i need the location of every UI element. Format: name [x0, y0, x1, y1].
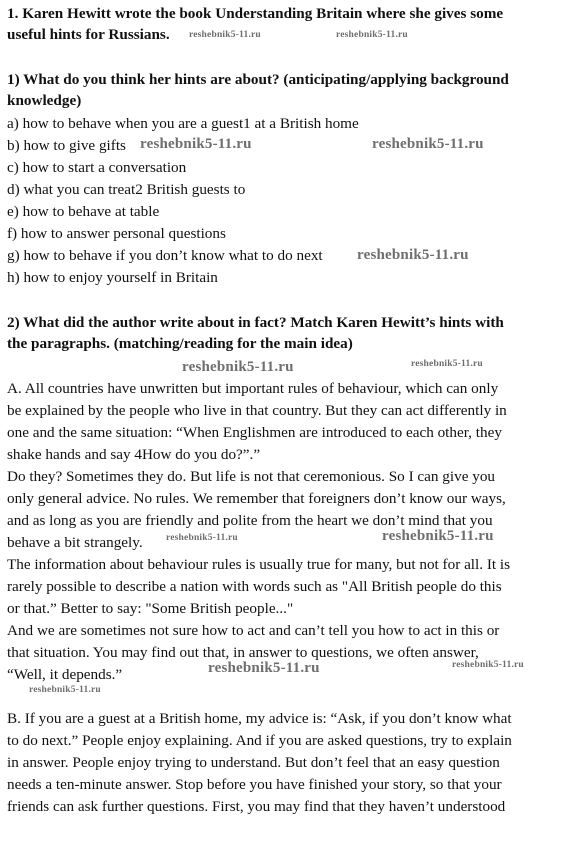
text-line: Do they? Sometimes they do. But life is not that ceremonious. So I can give you	[7, 468, 496, 485]
watermark: reshebnik5-11.ru	[357, 247, 469, 263]
watermark: reshebnik5-11.ru	[208, 660, 320, 676]
text-line: A. All countries have unwritten but important rules of behaviour, which can only	[7, 380, 499, 397]
watermark: reshebnik5-11.ru	[189, 30, 261, 40]
watermark: reshebnik5-11.ru	[29, 685, 101, 695]
text-line: one and the same situation: “When Englishmen are introduced to each other, they	[7, 424, 502, 441]
heading-line: knowledge)	[7, 92, 82, 109]
text-line: shake hands and say 4How do you do?”.”	[7, 446, 261, 463]
text-line: h) how to enjoy yourself in Britain	[7, 269, 218, 286]
text-line: c) how to start a conversation	[7, 159, 187, 176]
text-line: to do next.” People enjoy explaining. And if you are asked questions, try to explain	[7, 732, 512, 749]
heading-line: the paragraphs. (matching/reading for the main idea)	[7, 335, 353, 352]
text-line: The information about behaviour rules is usually true for many, but not for all. It is	[7, 556, 511, 573]
watermark: reshebnik5-11.ru	[382, 528, 494, 544]
text-line: and as long as you are friendly and polite from the heart we don’t mind that you	[7, 512, 493, 529]
watermark: reshebnik5-11.ru	[411, 359, 483, 369]
text-line: g) how to behave if you don’t know what to do next	[7, 247, 323, 264]
text-line: or that.” Better to say: "Some British people..."	[7, 600, 294, 617]
heading-line: 2) What did the author write about in fact? Match Karen Hewitt’s hints with	[7, 314, 504, 331]
watermark: reshebnik5-11.ru	[182, 359, 294, 375]
text-line: friends can ask further questions. First, you may find that they haven’t understood	[7, 798, 506, 815]
text-line: that situation. You may find out that, in answer to questions, we often answer,	[7, 644, 479, 661]
text-line: rarely possible to describe a nation with words such as "All British people do this	[7, 578, 502, 595]
text-line: B. If you are a guest at a British home, my advice is: “Ask, if you don’t know what	[7, 710, 512, 727]
watermark: reshebnik5-11.ru	[336, 30, 408, 40]
text-line: And we are sometimes not sure how to act and can’t tell you how to act in this or	[7, 622, 500, 639]
text-line: e) how to behave at table	[7, 203, 160, 220]
text-line: a) how to behave when you are a guest1 at a British home	[7, 115, 359, 132]
text-line: only general advice. No rules. We remember that foreigners don’t know our ways,	[7, 490, 506, 507]
text-line: be explained by the people who live in that country. But they can act differently in	[7, 402, 507, 419]
text-line: needs a ten-minute answer. Stop before you have finished your story, so that your	[7, 776, 502, 793]
heading-line: useful hints for Russians.	[7, 26, 170, 43]
watermark: reshebnik5-11.ru	[452, 660, 524, 670]
text-line: b) how to give gifts	[7, 137, 126, 154]
text-line: “Well, it depends.”	[7, 666, 123, 683]
text-line: in answer. People enjoy trying to understand. But don’t feel that an easy question	[7, 754, 500, 771]
watermark: reshebnik5-11.ru	[166, 533, 238, 543]
heading-line: 1. Karen Hewitt wrote the book Understanding Britain where she gives some	[7, 5, 504, 22]
text-line: d) what you can treat2 British guests to	[7, 181, 246, 198]
text-line: behave a bit strangely.	[7, 534, 143, 551]
watermark: reshebnik5-11.ru	[372, 136, 484, 152]
heading-line: 1) What do you think her hints are about? (anticipating/applying background	[7, 71, 509, 88]
text-line: f) how to answer personal questions	[7, 225, 226, 242]
watermark: reshebnik5-11.ru	[140, 136, 252, 152]
